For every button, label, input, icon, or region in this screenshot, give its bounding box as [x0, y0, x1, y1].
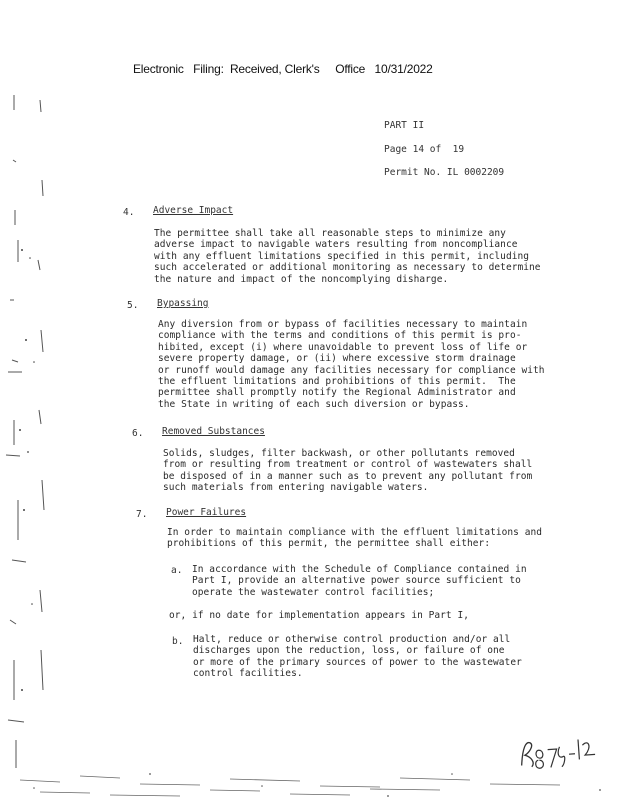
section-4-number: 4.: [123, 207, 135, 218]
sub-item-a-label: a.: [171, 565, 183, 576]
section-7-number: 7.: [136, 509, 148, 520]
sub-item-b-text: Halt, reduce or otherwise control production and/or all discharges upon the reduction, loss, or failure of one or more of the primary sources of power to the wastewater control facilities.: [193, 634, 522, 680]
section-6-title: Removed Substances: [162, 426, 265, 437]
permit-number: Permit No. IL 0002209: [384, 167, 505, 178]
left-margin-scan-noise: [0, 0, 60, 800]
signature-scribble: [516, 732, 598, 771]
section-7-title: Power Failures: [166, 507, 247, 518]
sub-item-a-text: In accordance with the Schedule of Compliance contained in Part I, provide an alternative power source sufficient to operate the wastewater control facilities;: [192, 564, 527, 598]
section-5-number: 5.: [127, 300, 139, 311]
bottom-edge-scan-noise: [0, 770, 618, 800]
section-6-text: Solids, sludges, filter backwash, or other pollutants removed from or resulting from treatment or control of wastewaters shall be disposed of in a manner such as to prevent any pollutant from such materials from entering navigable waters.: [163, 448, 533, 494]
filing-stamp: Electronic Filing: Received, Clerk's Office 10/31/2022: [133, 62, 433, 76]
part-label: PART II: [384, 120, 425, 131]
section-4-text: The permittee shall take all reasonable steps to minimize any adverse impact to navigable waters resulting from noncompliance with any effluent limitations specified in this permit, including such accelerated or additional monitoring as necessary to determine the nature and impact of the noncomplying disharge.: [154, 228, 541, 285]
or-clause: or, if no date for implementation appears in Part I,: [169, 610, 470, 621]
section-4-title: Adverse Impact: [153, 205, 234, 216]
sub-item-b-label: b.: [172, 636, 184, 647]
section-5-text: Any diversion from or bypass of facilities necessary to maintain compliance with the terms and conditions of this permit is pro- hibited, except (i) where unavoidable to prevent loss of life or severe property damage, or (ii) where excessive storm drainage or runoff would damage any facilities necessary for compliance with the effluent limitations and prohibitions of this permit. The permittee shall promptly notify the Regional Administrator and the State in writing of each such diversion or bypass.: [158, 319, 545, 410]
section-5-title: Bypassing: [157, 298, 209, 309]
page-number: Page 14 of 19: [384, 144, 465, 155]
section-7-text: In order to maintain compliance with the effluent limitations and prohibitions of this permit, the permittee shall either:: [167, 527, 543, 550]
section-6-number: 6.: [132, 428, 144, 439]
